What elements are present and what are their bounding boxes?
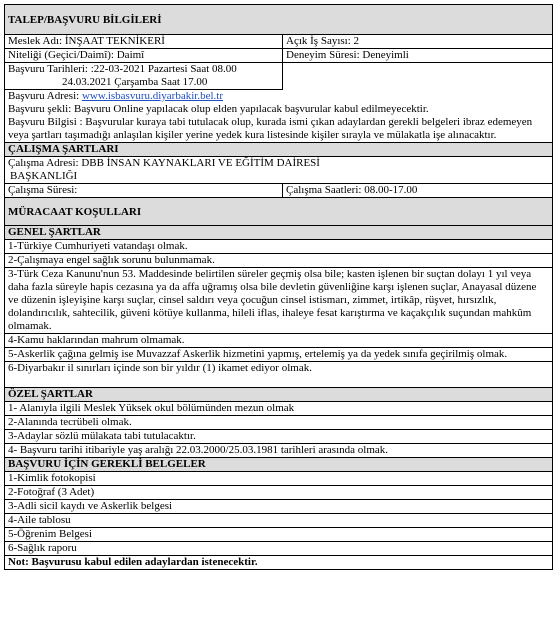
belge-item: 5-Öğrenim Belgesi	[5, 528, 552, 542]
basvuru-sekli: Başvuru şekli: Başvuru Online yapılacak olup elden yapılacak başvurular kabul edilmeyecektir.	[8, 103, 429, 115]
acik-is-sayisi: Açık İş Sayısı: 2	[286, 35, 360, 47]
deneyim-suresi: Deneyim Süresi: Deneyimli	[286, 49, 409, 61]
basvuru-adresi-link[interactable]: www.isbasvuru.diyarbakir.bel.tr	[81, 90, 223, 102]
row-calisma-suresi	[5, 184, 552, 198]
meslek-adi: Meslek Adı: İNŞAAT TEKNİKERİ	[5, 35, 283, 48]
basvuru-bilgisi: Başvuru Bilgisi : Başvurular kuraya tabi tutulacak olup, kurada ismi çıkan adaylardan gerekli belgeleri ibraz edemeyen veya şartları taşımadığı anlaşılan kişiler yerine yedek kura listesinde kişiler sırayla ve mülakatla işe alınacaktır.	[8, 116, 533, 141]
subheader-genel: GENEL ŞARTLAR	[5, 226, 552, 240]
basvuru-tarihleri-1: Başvuru Tarihleri: :22-03-2021 Pazartesi Saat 08.00	[8, 63, 237, 75]
row-meslek	[5, 35, 552, 49]
genel-item: 2-Çalışmaya engel sağlık sorunu bulunmamak.	[5, 254, 552, 268]
belge-item: 1-Kimlik fotokopisi	[5, 472, 552, 486]
section-header-talep: TALEP/BAŞVURU BİLGİLERİ	[5, 5, 552, 35]
genel-item: 6-Diyarbakır il sınırları içinde son bir yıldır (1) ikamet ediyor olmak.	[5, 362, 552, 388]
footer-note: Not: Başvurusu kabul edilen adaylardan istenecektir.	[8, 556, 258, 568]
row-calisma-adresi	[5, 157, 552, 184]
section-header-calisma: ÇALIŞMA ŞARTLARI	[5, 143, 552, 157]
ozel-item: 3-Adaylar sözlü mülakata tabi tutulacaktır.	[5, 430, 552, 444]
section-header-muracaat: MÜRACAAT KOŞULLARI	[5, 198, 552, 226]
genel-item: 5-Askerlik çağına gelmiş ise Muvazzaf Askerlik hizmetini yapmış, ertelemiş ya da yedek sınıfa geçirilmiş olmak.	[5, 348, 552, 362]
belge-item: 3-Adli sicil kaydı ve Askerlik belgesi	[5, 500, 552, 514]
row-basvuru-tarihleri	[5, 63, 283, 90]
calisma-adresi-2: BAŞKANLIĞI	[10, 170, 78, 182]
subheader-ozel: ÖZEL ŞARTLAR	[5, 388, 552, 402]
belge-item: 2-Fotoğraf (3 Adet)	[5, 486, 552, 500]
calisma-suresi: Çalışma Süresi:	[5, 184, 283, 197]
genel-item: 4-Kamu haklarından mahrum olmamak.	[5, 334, 552, 348]
ozel-item: 1- Alanıyla ilgili Meslek Yüksek okul bölümünden mezun olmak	[5, 402, 552, 416]
calisma-adresi-1: Çalışma Adresi: DBB İNSAN KAYNAKLARI VE EĞİTİM DAİRESİ	[8, 157, 320, 169]
ozel-item: 2-Alanında tecrübeli olmak.	[5, 416, 552, 430]
ozel-item: 4- Başvuru tarihi itibariyle yaş aralığı 22.03.2000/25.03.1981 tarihleri arasında olmak.	[5, 444, 552, 458]
belge-item: 6-Sağlık raporu	[5, 542, 552, 556]
subheader-belgeler: BAŞVURU İÇİN GEREKLİ BELGELER	[5, 458, 552, 472]
calisma-saatleri: Çalışma Saatleri: 08.00-17.00	[286, 184, 418, 196]
basvuru-adresi-label: Başvuru Adresi:	[8, 90, 82, 102]
genel-item: 3-Türk Ceza Kanunu'nun 53. Maddesinde belirtilen süreler geçmiş olsa bile; kasten işlenen bir suçtan dolayı 1 yıl veya daha fazla süreyle hapis cezasına ya da affa uğramış olsa bile devletin güvenliğine karşı işlenen suçlar, Anayasal düzene ve düzenin işleyişine karşı suçlar, cinsel saldırı veya çocuğun cinsel istismarı, zimmet, irtikâp, rüşvet, hırsızlık, dolandırıcılık, sahtecilik, güveni kötüye kullanma, hileli iflas, ihaleye fesat karıştırma ve kaçakçılık suçundan mahkûm olmamak.	[5, 268, 552, 334]
row-basvuru-bilgileri	[5, 90, 552, 143]
belge-item: 4-Aile tablosu	[5, 514, 552, 528]
niteligi: Niteliği (Geçici/Daimî): Daimî	[5, 49, 283, 62]
row-nitelik	[5, 49, 552, 63]
basvuru-adresi	[8, 90, 549, 103]
basvuru-tarihleri-2: 24.03.2021 Çarşamba Saat 17.00	[62, 76, 208, 88]
genel-item: 1-Türkiye Cumhuriyeti vatandaşı olmak.	[5, 240, 552, 254]
document-table	[4, 4, 553, 570]
